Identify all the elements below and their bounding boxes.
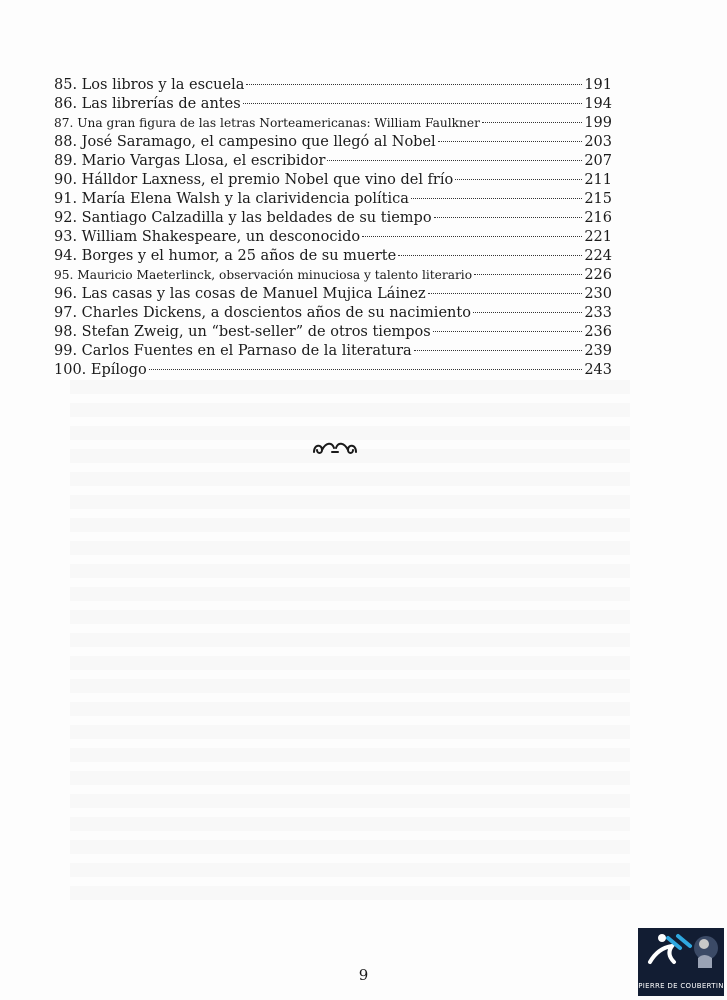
- toc-leader-dots: [243, 103, 583, 104]
- toc-entry: [54, 266, 612, 285]
- toc-leader-dots: [362, 236, 582, 237]
- page-number: 9: [358, 966, 369, 984]
- toc-entry-title: 98. Stefan Zweig, un “best-seller” de otros tiempos: [54, 324, 431, 340]
- toc-entry: [54, 95, 612, 114]
- toc-entry-page: 207: [584, 153, 612, 169]
- toc-entry: [54, 228, 612, 247]
- toc-leader-dots: [433, 331, 583, 332]
- toc-entry-title: 97. Charles Dickens, a doscientos años de su nacimiento: [54, 305, 471, 321]
- toc-entry: [54, 304, 612, 323]
- toc-entry-title: 94. Borges y el humor, a 25 años de su muerte: [54, 248, 397, 264]
- watermark-text: PIERRE DE COUBERTIN: [638, 982, 724, 990]
- toc-entry-page: 203: [584, 134, 612, 150]
- runner-logo-icon: [638, 928, 724, 978]
- toc-entry-page: 199: [584, 115, 612, 131]
- toc-leader-dots: [414, 350, 583, 351]
- toc-entry-page: 243: [584, 362, 612, 378]
- toc-entry-title: 100. Epílogo: [54, 362, 147, 378]
- watermark-logo: [638, 928, 724, 996]
- show-through-text: [70, 380, 630, 900]
- toc-entry-page: 226: [584, 267, 612, 283]
- toc-entry-page: 194: [584, 96, 612, 112]
- toc-entry-title: 86. Las librerías de antes: [54, 96, 241, 112]
- toc-leader-dots: [246, 84, 582, 85]
- toc-leader-dots: [474, 274, 582, 275]
- table-of-contents: [54, 76, 612, 380]
- toc-entry-page: 221: [584, 229, 612, 245]
- toc-leader-dots: [411, 198, 582, 199]
- toc-entry: [54, 152, 612, 171]
- toc-entry: [54, 171, 612, 190]
- toc-entry: [54, 76, 612, 95]
- toc-leader-dots: [327, 160, 582, 161]
- toc-entry-page: 191: [584, 77, 612, 93]
- toc-entry-title: 99. Carlos Fuentes en el Parnaso de la literatura: [54, 343, 412, 359]
- toc-entry: [54, 247, 612, 266]
- toc-entry-title: 92. Santiago Calzadilla y las beldades de su tiempo: [54, 210, 432, 226]
- toc-entry: [54, 285, 612, 304]
- toc-leader-dots: [434, 217, 583, 218]
- toc-entry-page: 233: [584, 305, 612, 321]
- toc-leader-dots: [473, 312, 582, 313]
- toc-entry-title: 88. José Saramago, el campesino que llegó al Nobel: [54, 134, 436, 150]
- toc-entry: [54, 361, 612, 380]
- toc-entry-title: 95. Mauricio Maeterlinck, observación minuciosa y talento literario: [54, 268, 473, 282]
- toc-leader-dots: [428, 293, 583, 294]
- toc-entry: [54, 190, 612, 209]
- toc-leader-dots: [455, 179, 582, 180]
- toc-entry: [54, 133, 612, 152]
- toc-leader-dots: [149, 369, 583, 370]
- toc-entry-page: 230: [584, 286, 612, 302]
- toc-entry-page: 215: [584, 191, 612, 207]
- toc-leader-dots: [398, 255, 582, 256]
- toc-entry-title: 90. Hálldor Laxness, el premio Nobel que vino del frío: [54, 172, 454, 188]
- toc-entry-page: 211: [584, 172, 612, 188]
- toc-leader-dots: [438, 141, 583, 142]
- toc-entry-title: 89. Mario Vargas Llosa, el escribidor: [54, 153, 326, 169]
- toc-entry-page: 236: [584, 324, 612, 340]
- toc-entry: [54, 323, 612, 342]
- toc-entry-page: 216: [584, 210, 612, 226]
- toc-leader-dots: [482, 122, 582, 123]
- toc-entry-page: 239: [584, 343, 612, 359]
- toc-entry-title: 93. William Shakespeare, un desconocido: [54, 229, 361, 245]
- toc-entry-title: 85. Los libros y la escuela: [54, 77, 245, 93]
- toc-entry-page: 224: [584, 248, 612, 264]
- toc-entry-title: 91. María Elena Walsh y la clarividencia política: [54, 191, 409, 207]
- toc-entry: [54, 342, 612, 361]
- toc-entry: [54, 114, 612, 133]
- fleuron-ornament-icon: [310, 438, 360, 458]
- toc-entry-title: 96. Las casas y las cosas de Manuel Mujica Láinez: [54, 286, 426, 302]
- toc-entry: [54, 209, 612, 228]
- toc-entry-title: 87. Una gran figura de las letras Norteamericanas: William Faulkner: [54, 116, 480, 130]
